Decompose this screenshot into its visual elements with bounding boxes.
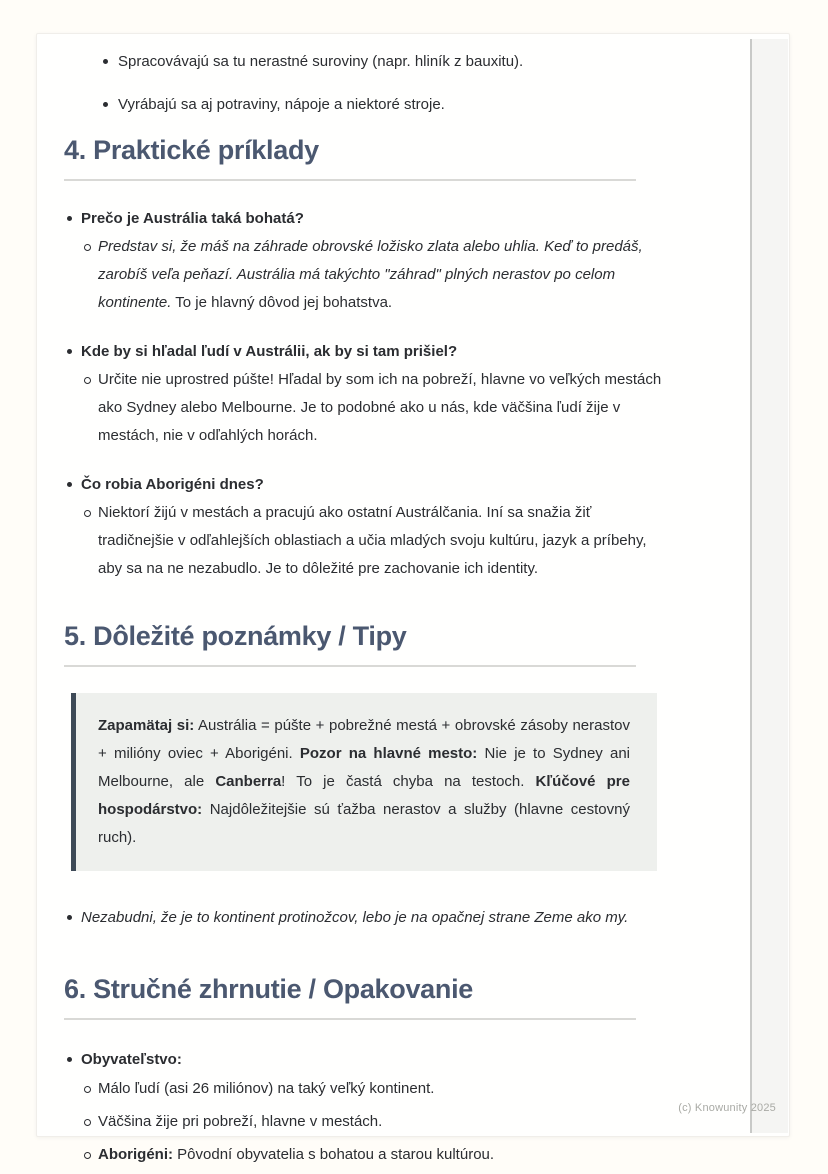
question-text: Kde by si hľadal ľudí v Austrálii, ak by si tam prišiel?	[81, 343, 458, 360]
question-text: Prečo je Austrália taká bohatá?	[81, 210, 304, 227]
question-row	[64, 205, 664, 233]
disc-bullet-icon	[67, 216, 72, 221]
summary-item-bold-lead: Aborigéni:	[98, 1146, 173, 1163]
callout-text-part: ! To je častá chyba na testoch.	[281, 773, 536, 790]
callout-bold-part: Zapamätaj si:	[98, 717, 195, 734]
callout-bold-part: Pozor na hlavné mesto:	[299, 745, 478, 762]
tip-callout-box	[71, 693, 657, 871]
summary-item-text	[98, 1141, 664, 1169]
circle-bullet-icon	[84, 244, 91, 251]
answer-row	[64, 366, 664, 450]
section-5-title: 5. Dôležité poznámky / Tipy	[64, 621, 407, 651]
callout-text-part: Nie je to Sydney ani Melbourne, ale	[98, 745, 630, 790]
answer-row	[64, 233, 664, 317]
qa-list	[64, 205, 664, 583]
disc-bullet-icon	[67, 482, 72, 487]
disc-bullet-icon	[103, 59, 108, 64]
divider	[64, 1018, 636, 1020]
disc-bullet-icon	[103, 102, 108, 107]
summary-item-text: Málo ľudí (asi 26 miliónov) na taký veľký kontinent.	[98, 1080, 435, 1097]
answer-normal-part: To je hlavný dôvod jej bohatstva.	[171, 294, 393, 311]
list-item-text: Vyrábajú sa aj potraviny, nápoje a niektoré stroje.	[118, 96, 445, 113]
summary-item	[64, 1075, 664, 1103]
disc-bullet-icon	[67, 1057, 72, 1062]
circle-bullet-icon	[84, 510, 91, 517]
copyright-watermark: (c) Knowunity 2025	[678, 1102, 776, 1114]
circle-bullet-icon	[84, 1086, 91, 1093]
question-text: Čo robia Aborigéni dnes?	[81, 476, 264, 493]
callout-text-part: Austrália = púšte + pobrežné mestá + obrovské zásoby nerastov + milióny oviec + Aborigéni.	[98, 717, 631, 762]
intro-bullet-list	[64, 48, 664, 119]
note-text: Nezabudni, že je to kontinent protinožcov, lebo je na opačnej strane Zeme ako my.	[81, 909, 629, 926]
answer-text: Určite nie uprostred púšte! Hľadal by som ich na pobreží, hlavne vo veľkých mestách ako Sydney alebo Melbourne. Je to podobné ako u nás, kde väčšina ľudí žije v mestách, nie v odľahlých horách.	[98, 371, 662, 444]
divider	[64, 179, 636, 181]
disc-bullet-icon	[67, 915, 72, 920]
answer-italic-part: Predstav si, že máš na záhrade obrovské ložisko zlata alebo uhlia. Keď to predáš, zarobíš veľa peňazí. Austrália má takýchto "záhrad" plných nerastov po celom kontinente.	[98, 238, 643, 311]
list-item	[64, 91, 664, 119]
answer-row	[64, 499, 664, 583]
callout-bold-part: Kľúčové pre hospodárstvo:	[98, 773, 630, 818]
qa-item	[64, 205, 664, 317]
list-item	[64, 48, 664, 76]
summary-item-normal-part: Pôvodní obyvatelia s bohatou a starou kultúrou.	[173, 1146, 495, 1163]
answer-text	[98, 233, 664, 317]
page-content	[64, 34, 664, 1174]
document-page	[36, 33, 790, 1163]
qa-item	[64, 471, 664, 583]
callout-text-part: Najdôležitejšie sú ťažba nerastov a služby (hlavne cestovný ruch).	[98, 801, 630, 846]
circle-bullet-icon	[84, 1152, 91, 1159]
summary-item-text: Väčšina žije pri pobreží, hlavne v mestách.	[98, 1113, 383, 1130]
divider	[64, 665, 636, 667]
summary-list	[64, 1046, 664, 1169]
qa-item	[64, 338, 664, 450]
circle-bullet-icon	[84, 1119, 91, 1126]
note-row	[64, 904, 664, 932]
question-row	[64, 471, 664, 499]
section-4-title: 4. Praktické príklady	[64, 135, 319, 165]
scrollbar-track[interactable]	[750, 39, 788, 1133]
answer-text: Niektorí žijú v mestách a pracujú ako ostatní Austrálčania. Iní sa snažia žiť tradičnejšie v odľahlejších oblastiach a učia mladých svoju kultúru, jazyk a príbehy, aby sa na ne nezabudlo. Je to dôležité pre zachovanie ich identity.	[98, 504, 647, 577]
section-6-title: 6. Stručné zhrnutie / Opakovanie	[64, 974, 474, 1004]
summary-heading-text: Obyvateľstvo:	[81, 1051, 182, 1068]
circle-bullet-icon	[84, 377, 91, 384]
list-item-text: Spracovávajú sa tu nerastné suroviny (napr. hliník z bauxitu).	[118, 53, 524, 70]
disc-bullet-icon	[67, 349, 72, 354]
summary-item	[64, 1108, 664, 1136]
summary-heading-row	[64, 1046, 664, 1074]
summary-item	[64, 1141, 664, 1169]
callout-bold-part: Canberra	[215, 773, 282, 790]
question-row	[64, 338, 664, 366]
